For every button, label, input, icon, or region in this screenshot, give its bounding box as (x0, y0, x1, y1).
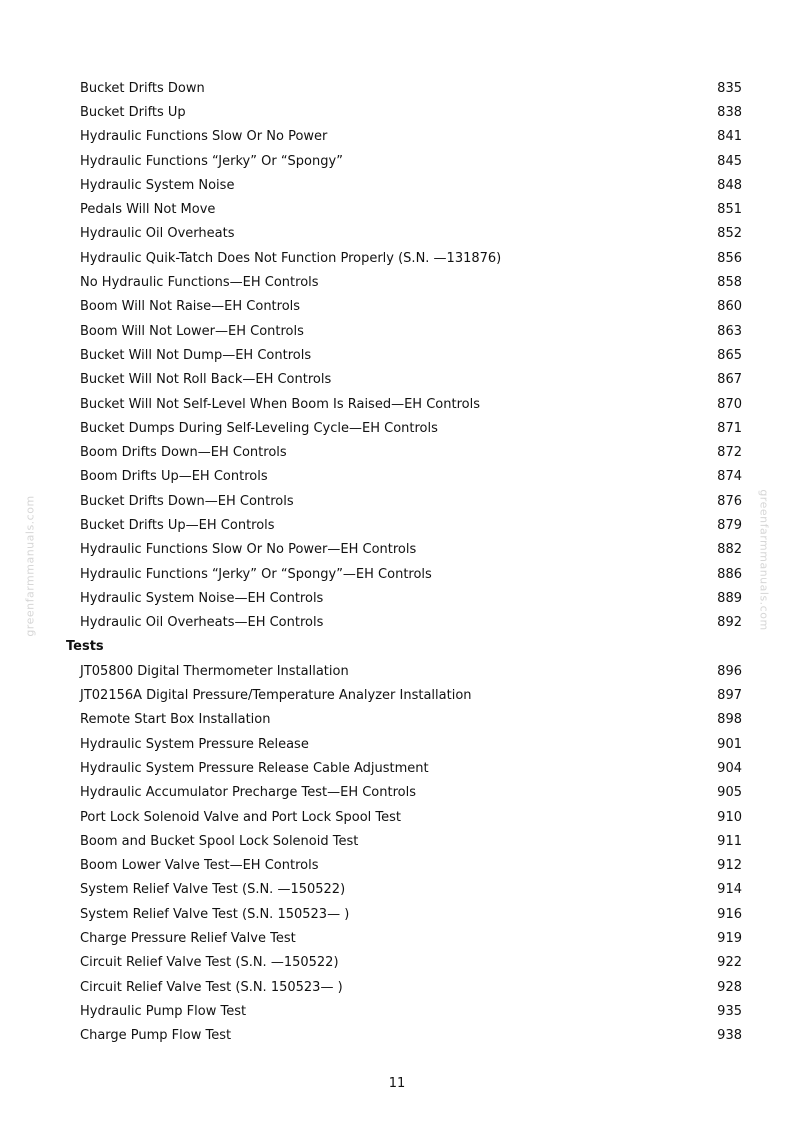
toc-entry[interactable] (66, 343, 742, 367)
toc-entry-page: 889 (717, 590, 742, 606)
toc-entry-page: 851 (717, 202, 742, 218)
toc-entry[interactable] (66, 149, 742, 173)
toc-entry-title: Bucket Will Not Self-Level When Boom Is Raised—EH Controls (80, 396, 480, 412)
toc-entry[interactable] (66, 756, 742, 780)
toc-entry[interactable] (66, 611, 742, 635)
toc-entry-title: Remote Start Box Installation (80, 712, 271, 728)
toc-entry-title: Bucket Will Not Roll Back—EH Controls (80, 372, 332, 388)
toc-entry[interactable] (66, 465, 742, 489)
toc-entry-page: 856 (717, 250, 742, 266)
toc-entry-title: System Relief Valve Test (S.N. —150522) (80, 882, 346, 898)
toc-entry[interactable] (66, 319, 742, 343)
toc-entry-title: Hydraulic Accumulator Precharge Test—EH Controls (80, 785, 416, 801)
toc-entry-title: Bucket Drifts Up (80, 104, 186, 120)
toc-entry-page: 886 (717, 566, 742, 582)
toc-entry-page: 904 (717, 760, 742, 776)
toc-entry[interactable] (66, 173, 742, 197)
toc-entry-title: Circuit Relief Valve Test (S.N. —150522) (80, 955, 339, 971)
toc-entry-page: 898 (717, 712, 742, 728)
toc-entry[interactable] (66, 586, 742, 610)
toc-entry-title: Hydraulic Oil Overheats (80, 226, 235, 242)
section-heading-tests: Tests (66, 639, 104, 655)
toc-entry-title: Hydraulic Oil Overheats—EH Controls (80, 615, 324, 631)
toc-list-troubleshooting (66, 76, 742, 635)
toc-entry-title: Port Lock Solenoid Valve and Port Lock Spool Test (80, 809, 401, 825)
toc-entry-page: 928 (717, 979, 742, 995)
toc-entry[interactable] (66, 270, 742, 294)
toc-entry-title: Hydraulic System Pressure Release (80, 736, 309, 752)
toc-entry-page: 865 (717, 347, 742, 363)
toc-entry-title: Bucket Dumps During Self-Leveling Cycle—EH Controls (80, 420, 438, 436)
toc-entry[interactable] (66, 416, 742, 440)
toc-entry-page: 852 (717, 226, 742, 242)
toc-entry-title: Bucket Drifts Up—EH Controls (80, 517, 275, 533)
toc-entry-page: 876 (717, 493, 742, 509)
toc-entry-page: 922 (717, 955, 742, 971)
toc-entry-page: 882 (717, 542, 742, 558)
toc-entry[interactable] (66, 392, 742, 416)
toc-entry-title: Boom and Bucket Spool Lock Solenoid Test (80, 833, 359, 849)
toc-entry-page: 901 (717, 736, 742, 752)
toc-entry[interactable] (66, 100, 742, 124)
toc-entry-page: 858 (717, 275, 742, 291)
toc-list-tests (66, 659, 742, 1048)
toc-entry-page: 874 (717, 469, 742, 485)
toc-entry[interactable] (66, 76, 742, 100)
toc-entry-page: 870 (717, 396, 742, 412)
toc-entry[interactable] (66, 246, 742, 270)
toc-entry-page: 879 (717, 517, 742, 533)
toc-entry[interactable] (66, 902, 742, 926)
toc-entry[interactable] (66, 829, 742, 853)
toc-entry[interactable] (66, 975, 742, 999)
toc-entry[interactable] (66, 805, 742, 829)
toc-entry[interactable] (66, 708, 742, 732)
toc-entry-title: Hydraulic Pump Flow Test (80, 1003, 247, 1019)
toc-entry-page: 916 (717, 906, 742, 922)
toc-entry-page: 914 (717, 882, 742, 898)
toc-entry-title: Pedals Will Not Move (80, 202, 216, 218)
toc-entry-title: Circuit Relief Valve Test (S.N. 150523— ) (80, 979, 343, 995)
toc-entry-page: 896 (717, 663, 742, 679)
toc-entry-page: 919 (717, 931, 742, 947)
toc-entry[interactable] (66, 683, 742, 707)
toc-entry-title: Hydraulic System Pressure Release Cable Adjustment (80, 760, 429, 776)
toc-entry[interactable] (66, 125, 742, 149)
toc-entry-page: 867 (717, 372, 742, 388)
toc-entry-page: 935 (717, 1003, 742, 1019)
toc-entry[interactable] (66, 659, 742, 683)
toc-entry-page: 860 (717, 299, 742, 315)
toc-entry-title: Boom Drifts Down—EH Controls (80, 445, 287, 461)
toc-entry[interactable] (66, 999, 742, 1023)
toc-entry-page: 863 (717, 323, 742, 339)
toc-entry[interactable] (66, 295, 742, 319)
toc-entry-page: 905 (717, 785, 742, 801)
toc-entry-title: JT05800 Digital Thermometer Installation (80, 663, 349, 679)
toc-entry-page: 911 (717, 833, 742, 849)
toc-entry[interactable] (66, 732, 742, 756)
toc-entry[interactable] (66, 538, 742, 562)
page-number: 11 (388, 1076, 406, 1091)
toc-entry-title: System Relief Valve Test (S.N. 150523— ) (80, 906, 350, 922)
table-of-contents (66, 76, 742, 1048)
toc-entry-title: Hydraulic Functions Slow Or No Power (80, 129, 328, 145)
toc-entry-page: 910 (717, 809, 742, 825)
toc-entry[interactable] (66, 1024, 742, 1048)
toc-entry-title: Charge Pump Flow Test (80, 1028, 232, 1044)
toc-entry-page: 938 (717, 1028, 742, 1044)
toc-entry-page: 848 (717, 177, 742, 193)
toc-entry-title: Boom Will Not Raise—EH Controls (80, 299, 301, 315)
toc-entry-title: Boom Lower Valve Test—EH Controls (80, 858, 319, 874)
toc-entry-page: 838 (717, 104, 742, 120)
toc-entry-page: 872 (717, 445, 742, 461)
toc-entry[interactable] (66, 368, 742, 392)
toc-entry-title: Hydraulic Functions Slow Or No Power—EH Controls (80, 542, 417, 558)
toc-entry[interactable] (66, 222, 742, 246)
toc-entry[interactable] (66, 513, 742, 537)
toc-entry[interactable] (66, 562, 742, 586)
toc-entry[interactable] (66, 854, 742, 878)
toc-entry-page: 845 (717, 153, 742, 169)
watermark-right: greenfarmmanuals.com (757, 489, 771, 631)
toc-entry-page: 841 (717, 129, 742, 145)
toc-entry-title: No Hydraulic Functions—EH Controls (80, 275, 319, 291)
toc-entry-title: Bucket Drifts Down (80, 80, 205, 96)
toc-entry-title: Hydraulic System Noise (80, 177, 235, 193)
toc-entry[interactable] (66, 926, 742, 950)
toc-entry[interactable] (66, 951, 742, 975)
toc-entry-page: 912 (717, 858, 742, 874)
toc-entry-page: 892 (717, 615, 742, 631)
toc-entry[interactable] (66, 489, 742, 513)
toc-entry[interactable] (66, 440, 742, 464)
toc-entry-title: Hydraulic Quik-Tatch Does Not Function Properly (S.N. —131876) (80, 250, 502, 266)
toc-entry-title: Hydraulic Functions “Jerky” Or “Spongy” (80, 153, 343, 169)
toc-entry-page: 835 (717, 80, 742, 96)
toc-entry-page: 897 (717, 688, 742, 704)
toc-entry-title: Boom Drifts Up—EH Controls (80, 469, 268, 485)
toc-entry-title: JT02156A Digital Pressure/Temperature Analyzer Installation (80, 688, 472, 704)
toc-entry-title: Hydraulic Functions “Jerky” Or “Spongy”—EH Controls (80, 566, 432, 582)
toc-entry[interactable] (66, 197, 742, 221)
toc-entry-title: Hydraulic System Noise—EH Controls (80, 590, 324, 606)
toc-entry-page: 871 (717, 420, 742, 436)
toc-entry-title: Bucket Will Not Dump—EH Controls (80, 347, 312, 363)
toc-entry-title: Charge Pressure Relief Valve Test (80, 931, 296, 947)
watermark-left: greenfarmmanuals.com (23, 495, 37, 637)
toc-entry-title: Bucket Drifts Down—EH Controls (80, 493, 294, 509)
toc-entry-title: Boom Will Not Lower—EH Controls (80, 323, 304, 339)
toc-entry[interactable] (66, 878, 742, 902)
toc-entry[interactable] (66, 781, 742, 805)
